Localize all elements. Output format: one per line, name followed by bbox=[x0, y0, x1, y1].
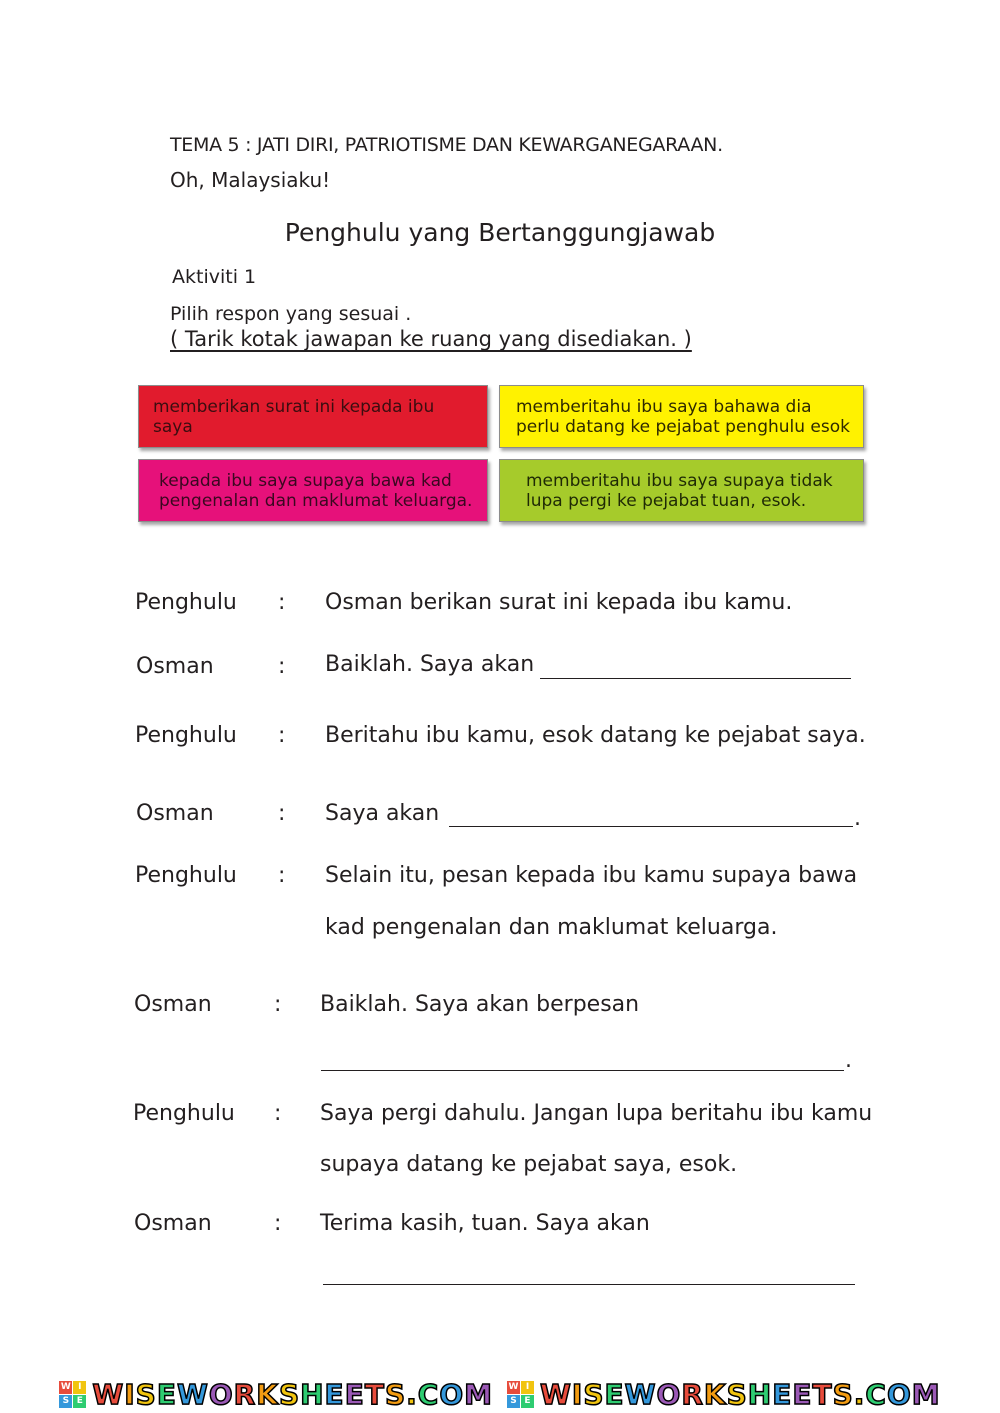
dialogue-colon: : bbox=[278, 590, 286, 615]
logo-letter: S bbox=[59, 1395, 72, 1408]
dialogue-speaker: Osman bbox=[134, 1211, 212, 1236]
page-title: Penghulu yang Bertanggungjawab bbox=[284, 218, 716, 247]
brand-logo bbox=[507, 1378, 941, 1411]
subtheme-heading: Oh, Malaysiaku! bbox=[170, 168, 331, 192]
dialogue-line: supaya datang ke pejabat saya, esok. bbox=[320, 1152, 738, 1177]
answer-drop-zone-2[interactable] bbox=[449, 826, 853, 827]
brand-text: WISEWORKSHEETS.COM bbox=[540, 1377, 941, 1411]
answer-box-text: memberitahu ibu saya supaya tidak lupa pergi ke pejabat tuan, esok. bbox=[526, 470, 833, 511]
sentence-period: . bbox=[854, 806, 861, 831]
theme-heading: TEMA 5 : JATI DIRI, PATRIOTISME DAN KEWARGANEGARAAN. bbox=[170, 134, 723, 156]
answer-box-give-letter[interactable] bbox=[138, 385, 488, 448]
dialogue-speaker: Osman bbox=[136, 801, 214, 826]
dialogue-colon: : bbox=[274, 1211, 282, 1236]
brand-text: WISEWORKSHEETS.COM bbox=[92, 1377, 493, 1411]
sentence-period: . bbox=[845, 1048, 852, 1073]
answer-drop-zone-1[interactable] bbox=[540, 678, 851, 679]
logo-letter: I bbox=[73, 1381, 86, 1394]
brand-logo bbox=[59, 1378, 493, 1411]
dialogue-line: Selain itu, pesan kepada ibu kamu supaya bawa bbox=[325, 863, 858, 888]
logo-letter: W bbox=[60, 1381, 71, 1392]
answer-box-text: memberitahu ibu saya bahawa dia perlu datang ke pejabat penghulu esok bbox=[516, 396, 850, 437]
dialogue-speaker: Penghulu bbox=[135, 590, 237, 615]
answer-drop-zone-3[interactable] bbox=[321, 1070, 844, 1071]
dialogue-line: Baiklah. Saya akan berpesan bbox=[320, 992, 640, 1017]
answer-box-text: kepada ibu saya supaya bawa kad pengenalan dan maklumat keluarga. bbox=[159, 470, 473, 511]
dialogue-colon: : bbox=[274, 992, 282, 1017]
dialogue-line: Beritahu ibu kamu, esok datang ke pejabat saya. bbox=[325, 723, 866, 748]
footer-watermark bbox=[0, 1375, 1000, 1413]
dialogue-colon: : bbox=[278, 723, 286, 748]
answer-box-text: memberikan surat ini kepada ibu saya bbox=[153, 396, 435, 437]
activity-label: Aktiviti 1 bbox=[172, 266, 257, 288]
dialogue-speaker: Penghulu bbox=[133, 1101, 235, 1126]
dialogue-line: Baiklah. Saya akan bbox=[325, 652, 535, 677]
answer-drop-zone-4[interactable] bbox=[323, 1284, 855, 1285]
drag-instruction-text: ( Tarik kotak jawapan ke ruang yang disediakan. ) bbox=[170, 327, 692, 351]
answer-box-remind-mother[interactable] bbox=[499, 459, 864, 522]
dialogue-line: Terima kasih, tuan. Saya akan bbox=[320, 1211, 650, 1236]
logo-letter: I bbox=[521, 1381, 534, 1394]
dialogue-colon: : bbox=[278, 863, 286, 888]
dialogue-line: Osman berikan surat ini kepada ibu kamu. bbox=[325, 590, 793, 615]
answer-box-tell-mother-come-office[interactable] bbox=[499, 385, 864, 448]
logo-letter: S bbox=[507, 1395, 520, 1408]
dialogue-speaker: Osman bbox=[136, 654, 214, 679]
logo-letter: E bbox=[73, 1395, 86, 1408]
dialogue-line: kad pengenalan dan maklumat keluarga. bbox=[325, 915, 778, 940]
dialogue-colon: : bbox=[278, 801, 286, 826]
dialogue-line: Saya akan bbox=[325, 801, 440, 826]
dialogue-line: Saya pergi dahulu. Jangan lupa beritahu ibu kamu bbox=[320, 1101, 873, 1126]
dialogue-speaker: Osman bbox=[134, 992, 212, 1017]
dialogue-speaker: Penghulu bbox=[135, 863, 237, 888]
answer-box-bring-ic[interactable] bbox=[138, 459, 488, 522]
logo-mark-icon bbox=[507, 1381, 534, 1408]
dialogue-speaker: Penghulu bbox=[135, 723, 237, 748]
logo-letter: E bbox=[521, 1395, 534, 1408]
logo-letter: W bbox=[508, 1381, 519, 1392]
dialogue-colon: : bbox=[278, 654, 286, 679]
instruction-text: Pilih respon yang sesuai . bbox=[170, 303, 412, 325]
dialogue-colon: : bbox=[274, 1101, 282, 1126]
logo-mark-icon bbox=[59, 1381, 86, 1408]
